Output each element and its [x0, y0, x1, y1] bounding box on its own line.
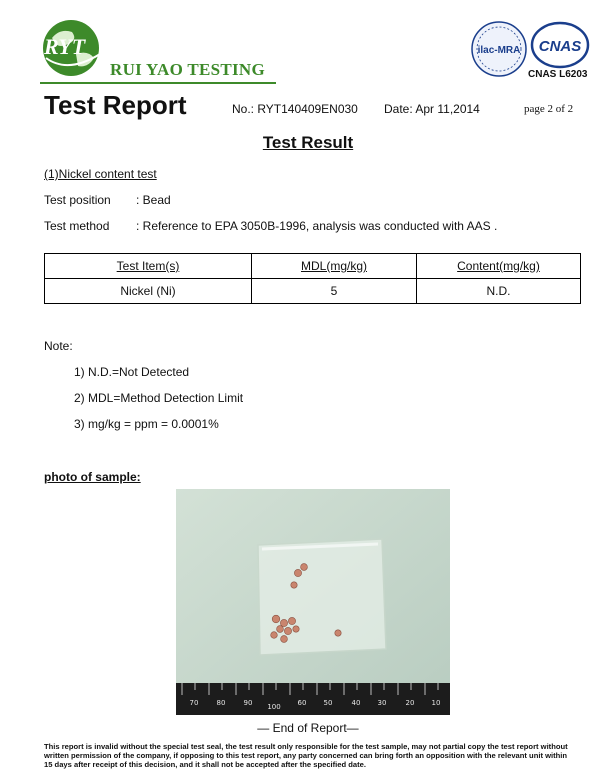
cnas-number: CNAS L6203	[528, 69, 588, 80]
test-method-value: : Reference to EPA 3050B-1996, analysis was conducted with AAS .	[136, 219, 498, 233]
end-of-report: — End of Report—	[257, 721, 359, 735]
test-method-label: Test method	[44, 219, 110, 233]
report-date: Date: Apr 11,2014	[384, 102, 480, 116]
header-mdl: MDL(mg/kg)	[252, 254, 417, 279]
ruler-number: 10	[431, 699, 441, 707]
company-name: RUI YAO TESTING	[110, 60, 266, 79]
ilac-label: ilac-MRA	[477, 45, 521, 56]
ruler-number: 30	[377, 699, 387, 707]
test-title: (1)Nickel content test	[44, 167, 157, 181]
header-test-item: Test Item(s)	[45, 254, 252, 279]
photo-label: photo of sample:	[44, 470, 141, 484]
table-header-row	[45, 254, 581, 279]
ruler-number: 80	[216, 699, 226, 707]
test-position-value: : Bead	[136, 193, 171, 207]
ilac-mra-seal-icon	[470, 20, 528, 78]
page-indicator: page 2 of 2	[524, 103, 574, 115]
disclaimer: This report is invalid without the special test seal, the test result only responsible for the test sample, may not partial copy the test report without written permission of the company, if opposing to this test report, any party concerned can bring forth an opposition with the relevant unit within 15 days after receipt of this decision, and it shall not be accepted after the specified date.	[44, 742, 568, 769]
ruler-number: 60	[297, 699, 307, 707]
report-number: No.: RYT140409EN030	[232, 102, 358, 116]
ruler-number: 40	[351, 699, 361, 707]
note-item: 2) MDL=Method Detection Limit	[74, 391, 244, 405]
section-heading: Test Result	[262, 133, 354, 152]
ruler-number: 50	[323, 699, 333, 707]
header-content: Content(mg/kg)	[417, 254, 581, 279]
cell-item: Nickel (Ni)	[45, 279, 252, 304]
header-divider	[40, 82, 276, 84]
cell-mdl: 5	[252, 279, 417, 304]
result-table	[44, 253, 581, 304]
ruler-number: 90	[243, 699, 253, 707]
logo-initials: RYT	[44, 34, 86, 59]
cnas-seal-icon	[530, 20, 590, 70]
cnas-label: CNAS	[538, 38, 582, 55]
ruler-number: 20	[405, 699, 415, 707]
note-title: Note:	[44, 339, 73, 353]
note-item: 3) mg/kg = ppm = 0.0001%	[74, 417, 219, 431]
ruler-number: 70	[189, 699, 199, 707]
test-position-label: Test position	[44, 193, 111, 207]
note-item: 1) N.D.=Not Detected	[74, 365, 190, 379]
report-title: Test Report	[44, 90, 187, 120]
cell-content: N.D.	[417, 279, 581, 304]
ryt-logo-icon	[38, 14, 108, 78]
table-row	[45, 279, 581, 304]
ruler-number: 100	[267, 703, 281, 711]
sample-photo	[176, 489, 450, 715]
